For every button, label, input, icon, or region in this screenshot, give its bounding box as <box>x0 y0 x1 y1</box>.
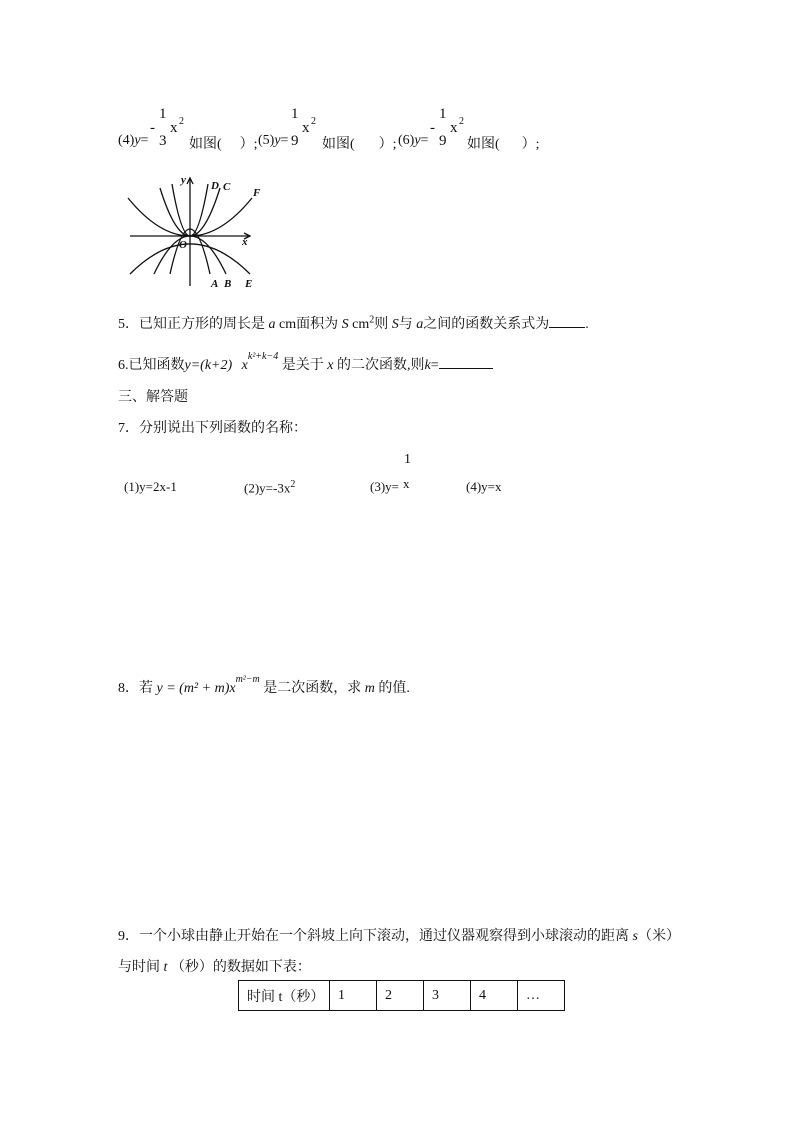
q5-text-e: 与 <box>398 317 413 332</box>
figure-label-b: B <box>224 278 232 290</box>
q4-p6-close: ）; <box>521 137 540 152</box>
q4-p6-var: x <box>450 120 458 136</box>
q5-var-s2: S <box>391 317 399 332</box>
figure-label-e: E <box>245 278 253 290</box>
q7-f2-pre: (2)y=-3x <box>244 480 291 496</box>
section-3-heading: 三、解答题 <box>118 390 188 405</box>
q6-text-d: = <box>430 358 439 373</box>
table-header-time: 时间 t（秒） <box>239 981 330 1011</box>
q4-part-6 <box>398 133 428 149</box>
q6-text-c: 的二次函数,则 <box>336 358 425 373</box>
q7-function-2 <box>244 479 295 496</box>
table-cell: 2 <box>377 981 424 1011</box>
q4-p4-den: 3 <box>159 133 167 149</box>
q4-part-4 <box>118 133 148 149</box>
q5-end: . <box>585 317 589 332</box>
q4-p4-var: x <box>170 120 178 136</box>
q8-prefix: 8．若 <box>118 681 153 696</box>
table-cell: 3 <box>424 981 471 1011</box>
q5-text-f: 之间的函数关系式为 <box>423 317 550 332</box>
q6-base: x <box>241 358 248 373</box>
q6-formula: y=(k+2) <box>184 358 233 373</box>
q9-var-t: t <box>163 960 168 975</box>
q8-var-m: m <box>364 681 375 696</box>
q9-line1-b: （米） <box>637 929 680 944</box>
q7-f3-denominator: x <box>403 476 410 491</box>
q5-var-a2: a <box>416 317 424 332</box>
figure-axis-y: y <box>181 174 186 186</box>
q4-p6-after: 如图( <box>467 137 500 152</box>
question-9-line-2 <box>118 956 311 976</box>
q8-exponent: m²−m <box>235 674 260 686</box>
parabola-figure <box>124 170 264 290</box>
q4-p5-after: 如图( <box>322 137 355 152</box>
q5-text-c: cm <box>352 317 370 332</box>
q4-p6-exp: 2 <box>459 116 464 127</box>
q6-text-b: 是关于 <box>281 358 324 373</box>
q4-p4-after: 如图( <box>189 137 222 152</box>
q4-p5-den: 9 <box>291 133 299 149</box>
q8-text-b: 是二次函数，求 <box>263 681 362 696</box>
table-cell: 4 <box>471 981 518 1011</box>
q4-p5-exp: 2 <box>311 116 316 127</box>
q8-formula: y = (m² + m)x <box>156 681 236 696</box>
q4-part-5 <box>258 133 288 149</box>
figure-label-c: C <box>223 181 231 193</box>
q4-p5-y: y <box>274 133 281 148</box>
q4-p5-close: ）; <box>378 137 397 152</box>
q4-p6-y: y <box>414 133 421 148</box>
question-9-line-1 <box>118 925 680 945</box>
figure-origin: O <box>179 239 187 251</box>
q4-p5-num: 1 <box>291 106 299 122</box>
table-cell: 1 <box>330 981 377 1011</box>
question-7-title: 7．分别说出下列函数的名称： <box>118 421 307 436</box>
q7-f2-sup: 2 <box>290 479 296 490</box>
q4-p5-answer <box>322 133 397 153</box>
q4-p4-close: ）; <box>239 137 258 152</box>
figure-label-a: A <box>211 278 219 290</box>
q4-p4-answer <box>189 133 258 153</box>
figure-axis-x: x <box>242 236 248 248</box>
q9-var-s: s <box>632 929 638 944</box>
q4-p6-num: 1 <box>439 106 447 122</box>
table-cell: … <box>518 981 565 1011</box>
q5-sup: 2 <box>369 314 375 326</box>
q4-p6-prefix: (6) <box>398 133 415 148</box>
q4-p5-prefix: (5) <box>258 133 275 148</box>
q4-p6-sign: - <box>430 120 435 136</box>
q5-text-a: 5．已知正方形的周长是 <box>118 317 265 332</box>
q4-p6-answer <box>467 133 540 153</box>
q4-p4-exp: 2 <box>179 116 184 127</box>
q7-f3-numerator: 1 <box>404 452 411 467</box>
q7-function-3 <box>370 479 399 495</box>
q4-p5-var: x <box>302 120 310 136</box>
q8-text-c: 的值. <box>378 681 410 696</box>
time-distance-table <box>238 980 565 1011</box>
q6-var-k: k <box>424 358 431 373</box>
q4-p4-y: y <box>134 133 141 148</box>
q6-var-x: x <box>327 358 334 373</box>
q5-var-s: S <box>341 317 349 332</box>
q9-line2-b: （秒）的数据如下表： <box>170 960 311 975</box>
q7-function-1: (1)y=2x-1 <box>124 479 177 494</box>
q4-p5-eq: = <box>280 133 289 148</box>
q4-p4-sign: - <box>150 120 155 136</box>
q4-p4-eq: = <box>140 133 149 148</box>
q5-text-b: cm面积为 <box>279 317 339 332</box>
question-6 <box>118 351 493 374</box>
q4-p4-prefix: (4) <box>118 133 135 148</box>
q5-answer-blank[interactable] <box>549 314 585 328</box>
q4-p6-den: 9 <box>439 133 447 149</box>
table-row <box>239 981 565 1011</box>
q5-var-a: a <box>268 317 276 332</box>
question-8 <box>118 674 410 697</box>
q4-p6-eq: = <box>420 133 429 148</box>
q9-line1-a: 9．一个小球由静止开始在一个斜坡上向下滚动，通过仪器观察得到小球滚动的距离 <box>118 929 629 944</box>
figure-label-f: F <box>253 187 261 199</box>
q6-text-a: 6.已知函数 <box>118 358 185 373</box>
q7-f3-pre: (3)y= <box>370 479 399 494</box>
q7-function-4: (4)y=x <box>466 479 502 494</box>
q5-text-d: 则 <box>374 317 389 332</box>
question-5 <box>118 313 589 333</box>
figure-label-d: D <box>211 180 219 192</box>
q9-line2-a: 与时间 <box>118 960 160 975</box>
q6-exponent: k²+k−4 <box>247 351 279 363</box>
q4-p4-num: 1 <box>159 106 167 122</box>
q6-answer-blank[interactable] <box>439 355 493 369</box>
